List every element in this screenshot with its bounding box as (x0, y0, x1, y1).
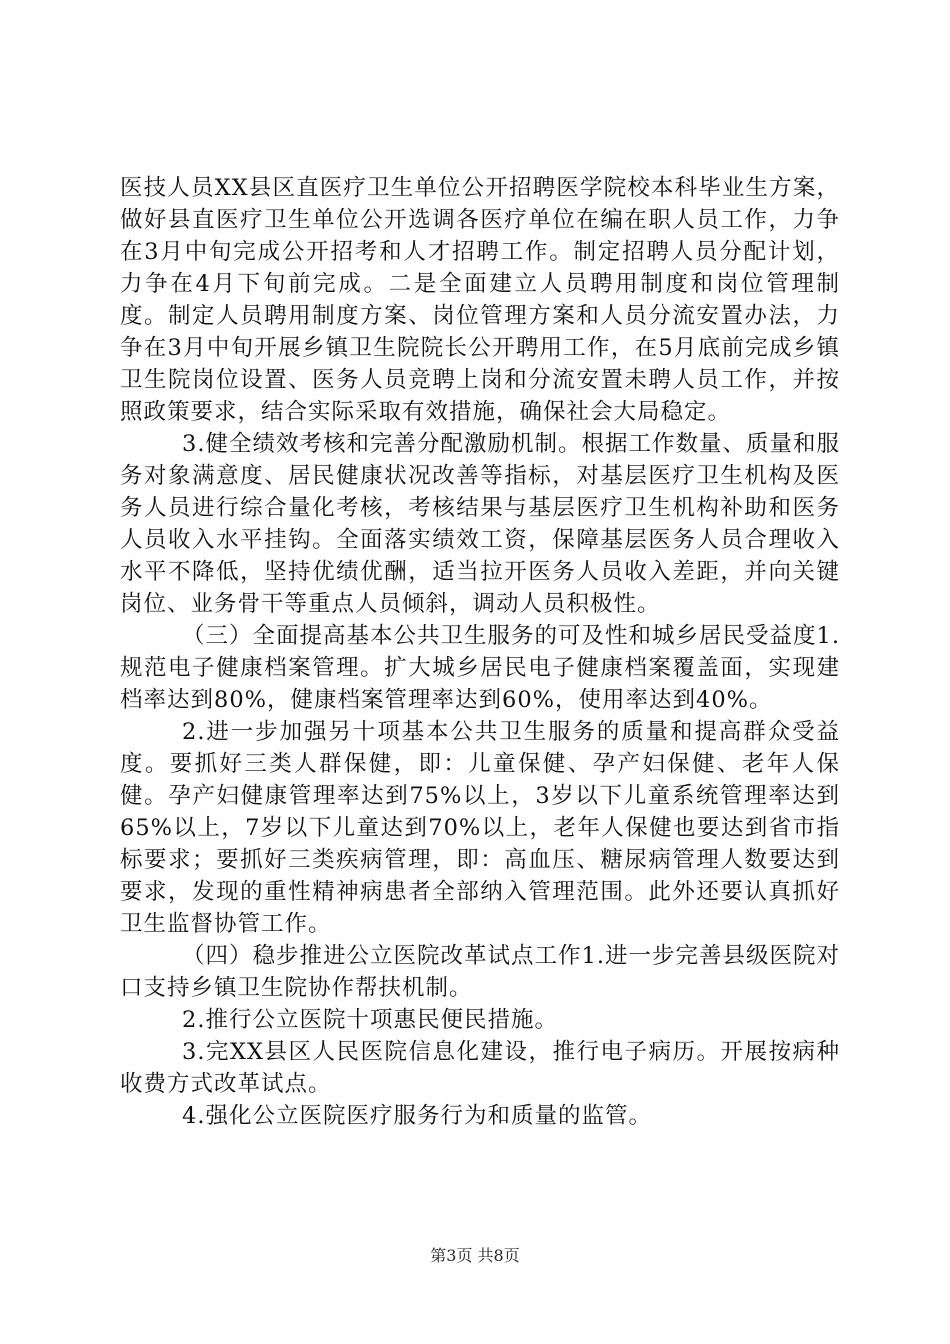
page-footer: 第3页 共8页 (430, 1246, 520, 1265)
paragraph-1: 医技人员XX县区直医疗卫生单位公开招聘医学院校本科毕业生方案，做好县直医疗卫生单位公开选调各医疗单位在编在职人员工作，力争在3月中旬完成公开招考和人才招聘工作。制定招聘人员分配计划，力争在4月下旬前完成。二是全面建立人员聘用制度和岗位管理制度。制定人员聘用制度方案、岗位管理方案和人员分流安置办法，力争在3月中旬开展乡镇卫生院院长公开聘用工作，在5月底前完成乡镇卫生院岗位设置、医务人员竞聘上岗和分流安置未聘人员工作，并按照政策要求，结合实际采取有效措施，确保社会大局稳定。 (120, 175, 840, 425)
paragraph-3: （三）全面提高基本公共卫生服务的可及性和城乡居民受益度1.规范电子健康档案管理。扩大城乡居民电子健康档案覆盖面，实现建档率达到80%，健康档案管理率达到60%，使用率达到40%。 (120, 623, 840, 713)
paragraph-5: （四）稳步推进公立医院改革试点工作1.进一步完善县级医院对口支持乡镇卫生院协作帮扶机制。 (120, 943, 840, 1001)
paragraph-7: 3.完XX县区人民医院信息化建设，推行电子病历。开展按病种收费方式改革试点。 (120, 1039, 840, 1097)
paragraph-4: 2.进一步加强另十项基本公共卫生服务的质量和提高群众受益度。要抓好三类人群保健，即：儿童保健、孕产妇保健、老年人保健。孕产妇健康管理率达到75%以上，3岁以下儿童系统管理率达到65%以上，7岁以下儿童达到70%以上，老年人保健也要达到省市指标要求；要抓好三类疾病管理，即：高血压、糖尿病管理人数要达到要求，发现的重性精神病患者全部纳入管理范围。此外还要认真抓好卫生监督协管工作。 (120, 719, 840, 937)
paragraph-2: 3.健全绩效考核和完善分配激励机制。根据工作数量、质量和服务对象满意度、居民健康状况改善等指标，对基层医疗卫生机构及医务人员进行综合量化考核，考核结果与基层医疗卫生机构补助和医务人员收入水平挂钩。全面落实绩效工资，保障基层医务人员合理收入水平不降低，坚持优绩优酬，适当拉开医务人员收入差距，并向关键岗位、业务骨干等重点人员倾斜，调动人员积极性。 (120, 431, 840, 617)
document-body (120, 172, 840, 1132)
paragraph-8: 4.强化公立医院医疗服务行为和质量的监管。 (182, 1103, 652, 1129)
paragraph-6: 2.推行公立医院十项惠民便民措施。 (182, 1007, 558, 1033)
